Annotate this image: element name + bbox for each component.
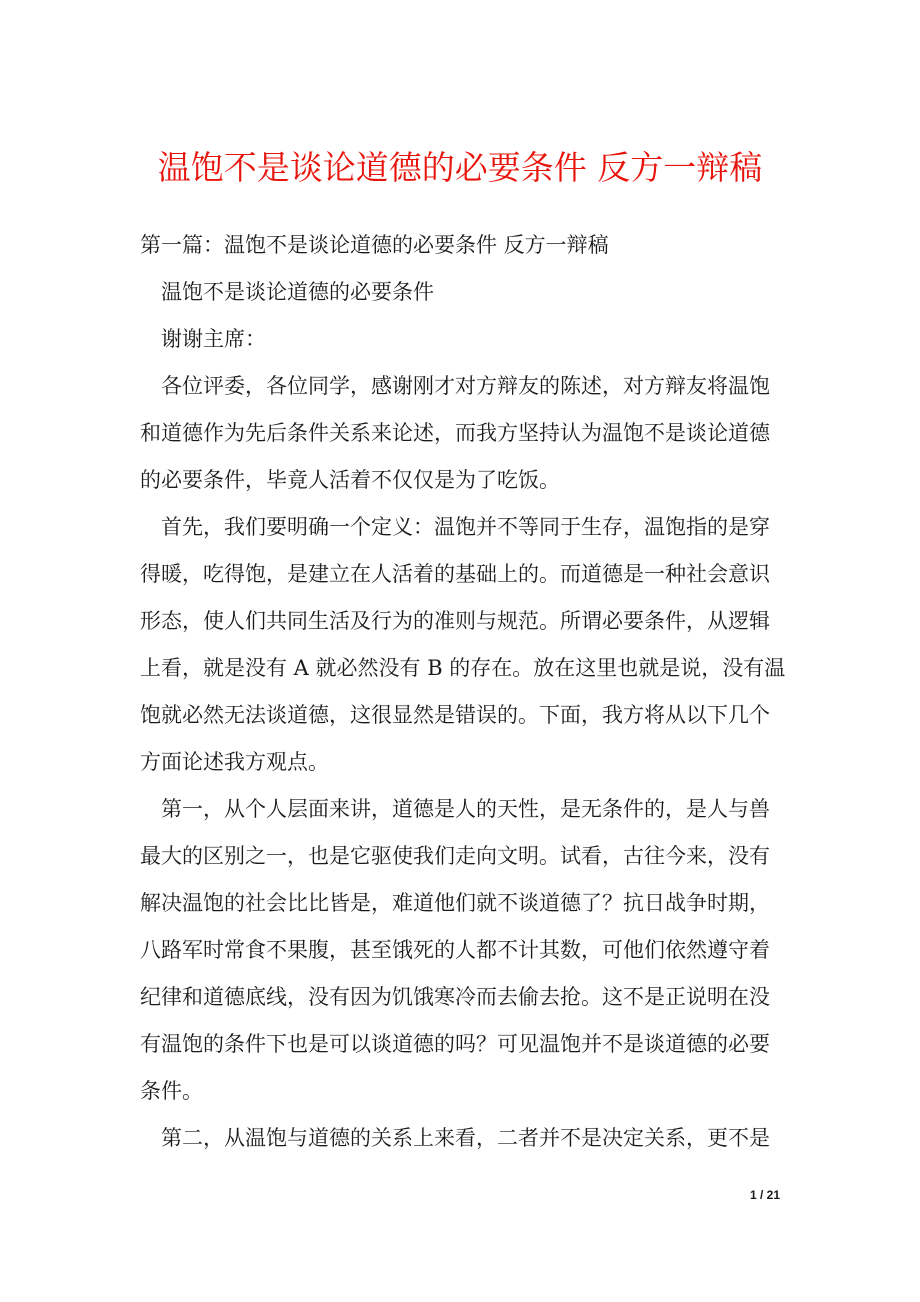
page-number: 1 / 21 bbox=[749, 1188, 780, 1202]
body-paragraph: 第一，从个人层面来讲，道德是人的天性，是无条件的，是人与兽最大的区别之一，也是它驱使我们走向文明。试看，古往今来，没有解决温饱的社会比比皆是，难道他们就不谈道德了？抗日战争时期，八路军时常食不果腹，甚至饿死的人都不计其数，可他们依然遵守着纪律和道德底线，没有因为饥饿寒冷而去偷去抢。这不是正说明在没有温饱的条件下也是可以谈道德的吗？可见温饱并不是谈道德的必要条件。 bbox=[140, 797, 770, 1103]
page-title: 温饱不是谈论道德的必要条件 反方一辩稿 bbox=[157, 148, 763, 187]
section-heading: 第一篇：温饱不是谈论道德的必要条件 反方一辩稿 bbox=[140, 233, 609, 257]
body-paragraph: 各位评委，各位同学，感谢刚才对方辩友的陈述，对方辩友将温饱和道德作为先后条件关系来论述，而我方坚持认为温饱不是谈论道德的必要条件，毕竟人活着不仅仅是为了吃饭。 bbox=[140, 374, 770, 492]
document-body bbox=[140, 222, 790, 1162]
body-paragraph: 首先，我们要明确一个定义：温饱并不等同于生存，温饱指的是穿得暖，吃得饱，是建立在人活着的基础上的。而道德是一种社会意识形态，使人们共同生活及行为的准则与规范。所谓必要条件，从逻辑上看，就是没有 A 就必然没有 B 的存在。放在这里也就是说，没有温饱就必然无法谈道德，这很显然是错误的。下面，我方将从以下几个方面论述我方观点。 bbox=[140, 515, 786, 774]
subtitle-paragraph: 温饱不是谈论道德的必要条件 bbox=[161, 280, 434, 304]
body-paragraph: 第二，从温饱与道德的关系上来看，二者并不是决定关系，更不是 bbox=[161, 1126, 770, 1150]
greeting-paragraph: 谢谢主席： bbox=[161, 327, 266, 351]
